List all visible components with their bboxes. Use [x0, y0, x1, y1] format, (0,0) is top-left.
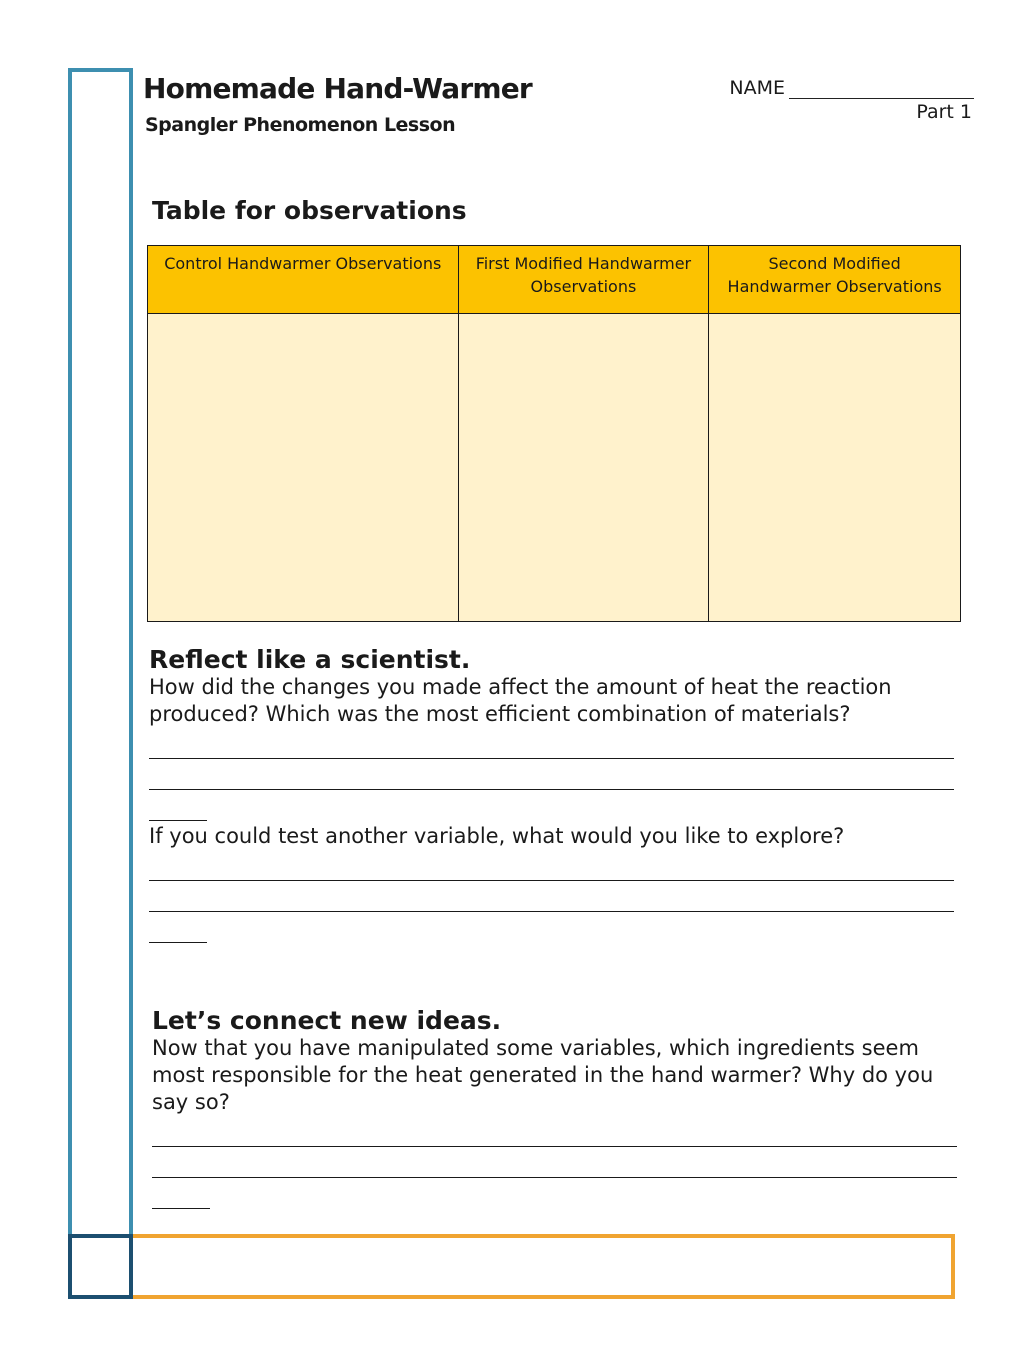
column-header-first-modified: First Modified Handwarmer Observations	[458, 246, 709, 314]
answer-line[interactable]	[152, 1147, 957, 1178]
connect-heading: Let’s connect new ideas.	[152, 1006, 502, 1035]
reflect-question-2: If you could test another variable, what would you like to explore?	[149, 824, 845, 848]
first-modified-observation-cell[interactable]	[458, 314, 709, 622]
page-title: Homemade Hand-Warmer	[143, 72, 532, 105]
control-observation-cell[interactable]	[148, 314, 459, 622]
part-label: Part 1	[916, 101, 972, 123]
corner-square	[68, 1234, 133, 1299]
answer-line[interactable]	[149, 881, 954, 912]
observations-table	[147, 245, 961, 622]
name-label: NAME	[729, 77, 785, 99]
second-modified-observation-cell[interactable]	[709, 314, 961, 622]
page-subtitle: Spangler Phenomenon Lesson	[145, 114, 456, 136]
connect-section	[152, 1006, 957, 1209]
left-border-frame	[68, 68, 133, 1240]
reflect-heading: Reflect like a scientist.	[149, 645, 471, 674]
observations-heading: Table for observations	[152, 196, 467, 225]
answer-line-short[interactable]	[149, 912, 207, 943]
column-header-control: Control Handwarmer Observations	[148, 246, 459, 314]
reflect-section	[149, 645, 954, 943]
name-blank-line[interactable]	[789, 80, 974, 99]
column-header-second-modified: Second Modified Handwarmer Observations	[709, 246, 961, 314]
answer-line-short[interactable]	[149, 790, 207, 821]
connect-question: Now that you have manipulated some variables, which ingredients seem most responsible for the heat generated in the hand warmer? Why do you say so?	[152, 1036, 934, 1114]
name-field[interactable]	[729, 77, 974, 99]
bottom-border-frame	[133, 1234, 955, 1299]
answer-line-short[interactable]	[152, 1178, 210, 1209]
answer-line[interactable]	[149, 728, 954, 759]
answer-line[interactable]	[149, 759, 954, 790]
answer-line[interactable]	[149, 850, 954, 881]
answer-line[interactable]	[152, 1116, 957, 1147]
reflect-question-1: How did the changes you made affect the amount of heat the reaction produced? Which was the most efficient combination of materials?	[149, 675, 892, 726]
